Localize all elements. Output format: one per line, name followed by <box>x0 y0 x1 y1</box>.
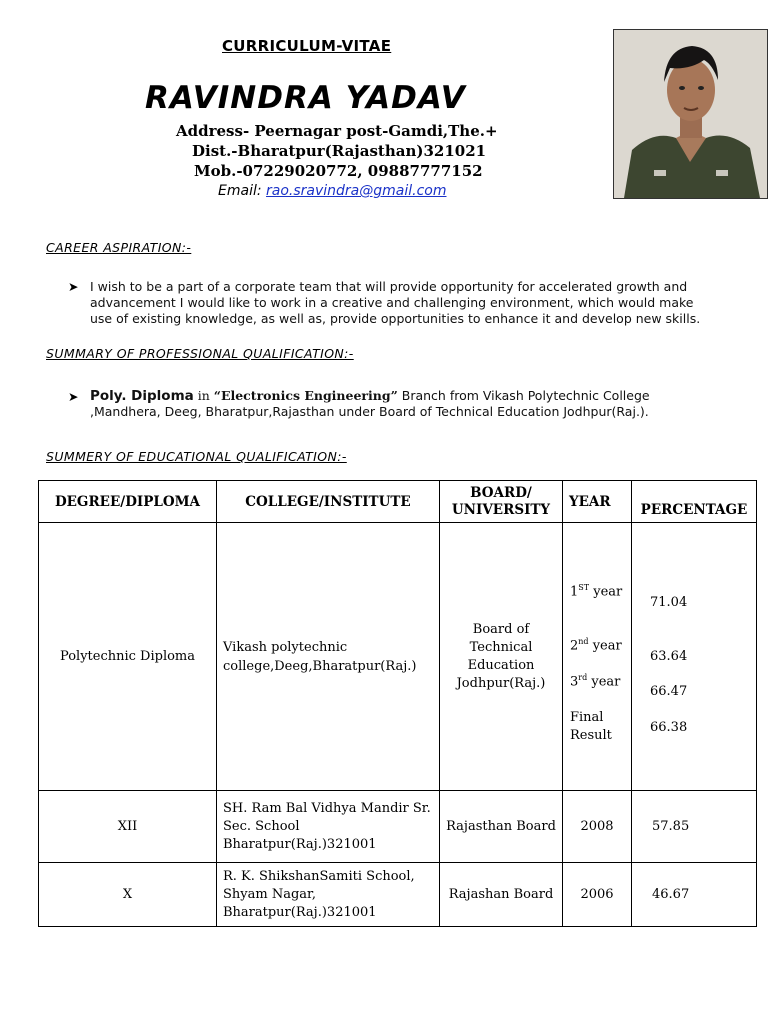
diploma-label: Poly. Diploma <box>90 388 194 404</box>
year-3: 3rd year <box>570 673 621 690</box>
professional-line-2: ,Mandhera, Deeg, Bharatpur,Rajasthan under Board of Technical Education Jodhpur(Raj.). <box>90 404 649 419</box>
professional-paragraph <box>90 388 740 420</box>
education-table <box>38 480 757 927</box>
profile-photo <box>613 29 768 199</box>
row2-degree: XII <box>39 791 217 863</box>
email-link[interactable]: rao.sravindra@gmail.com <box>266 183 447 199</box>
pct-2: 63.64 <box>650 649 688 664</box>
table-row <box>39 523 757 791</box>
bullet-icon: ➤ <box>68 389 79 404</box>
row2-percentage: 57.85 <box>632 791 757 863</box>
career-line-1: I wish to be a part of a corporate team that will provide opportunity for accelerated growth and <box>90 279 688 294</box>
career-heading: CAREER ASPIRATION:- <box>46 240 192 255</box>
career-line-3: use of existing knowledge, as well as, provide opportunities to enhance it and develop new skills. <box>90 311 701 326</box>
table-row <box>39 791 757 863</box>
email-row <box>218 183 447 199</box>
career-paragraph <box>90 279 740 327</box>
pct-4: 66.38 <box>650 720 688 735</box>
professional-heading: SUMMARY OF PROFESSIONAL QUALIFICATION:- <box>46 346 354 361</box>
mobile-numbers: Mob.-07229020772, 09887777152 <box>194 162 483 180</box>
email-label: Email: <box>218 183 262 199</box>
field-name: “Electronics Engineering” <box>213 388 398 403</box>
professional-rest: Branch from Vikash Polytechnic College <box>397 388 650 403</box>
row1-college: Vikash polytechnic college,Deeg,Bharatpur(Raj.) <box>217 523 440 791</box>
row1-years <box>563 523 632 791</box>
address-line-2: Dist.-Bharatpur(Rajasthan)321021 <box>192 142 487 160</box>
header-year: YEAR <box>563 481 632 523</box>
header-college: COLLEGE/INSTITUTE <box>217 481 440 523</box>
year-1: 1ST year <box>570 583 623 600</box>
row3-percentage: 46.67 <box>632 863 757 927</box>
bullet-icon: ➤ <box>68 279 79 294</box>
row2-year: 2008 <box>563 791 632 863</box>
table-header-row <box>39 481 757 523</box>
table-row <box>39 863 757 927</box>
address-line-1: Address- Peernagar post-Gamdi,The.+ <box>176 122 498 140</box>
header-percentage: PERCENTAGE <box>632 481 757 523</box>
header-degree: DEGREE/DIPLOMA <box>39 481 217 523</box>
pct-1: 71.04 <box>650 595 688 610</box>
row3-college: R. K. ShikshanSamiti School, Shyam Nagar, Bharatpur(Raj.)321001 <box>217 863 440 927</box>
header-board: BOARD/ UNIVERSITY <box>440 481 563 523</box>
row1-percentages <box>632 523 757 791</box>
education-heading: SUMMERY OF EDUCATIONAL QUALIFICATION:- <box>46 449 347 464</box>
row2-college: SH. Ram Bal Vidhya Mandir Sr. Sec. School Bharatpur(Raj.)321001 <box>217 791 440 863</box>
row3-year: 2006 <box>563 863 632 927</box>
in-text: in <box>193 388 214 403</box>
pct-3: 66.47 <box>650 684 688 699</box>
year-2: 2nd year <box>570 637 622 654</box>
row1-board: Board of Technical Education Jodhpur(Raj.) <box>440 523 563 791</box>
career-line-2: advancement I would like to work in a creative and challenging environment, which would make <box>90 295 694 310</box>
final-result: Final Result <box>570 710 612 743</box>
row1-degree: Polytechnic Diploma <box>39 523 217 791</box>
row3-board: Rajashan Board <box>440 863 563 927</box>
row2-board: Rajasthan Board <box>440 791 563 863</box>
row3-degree: X <box>39 863 217 927</box>
document-title: CURRICULUM-VITAE <box>222 37 392 55</box>
candidate-name: RAVINDRA YADAV <box>145 80 466 116</box>
